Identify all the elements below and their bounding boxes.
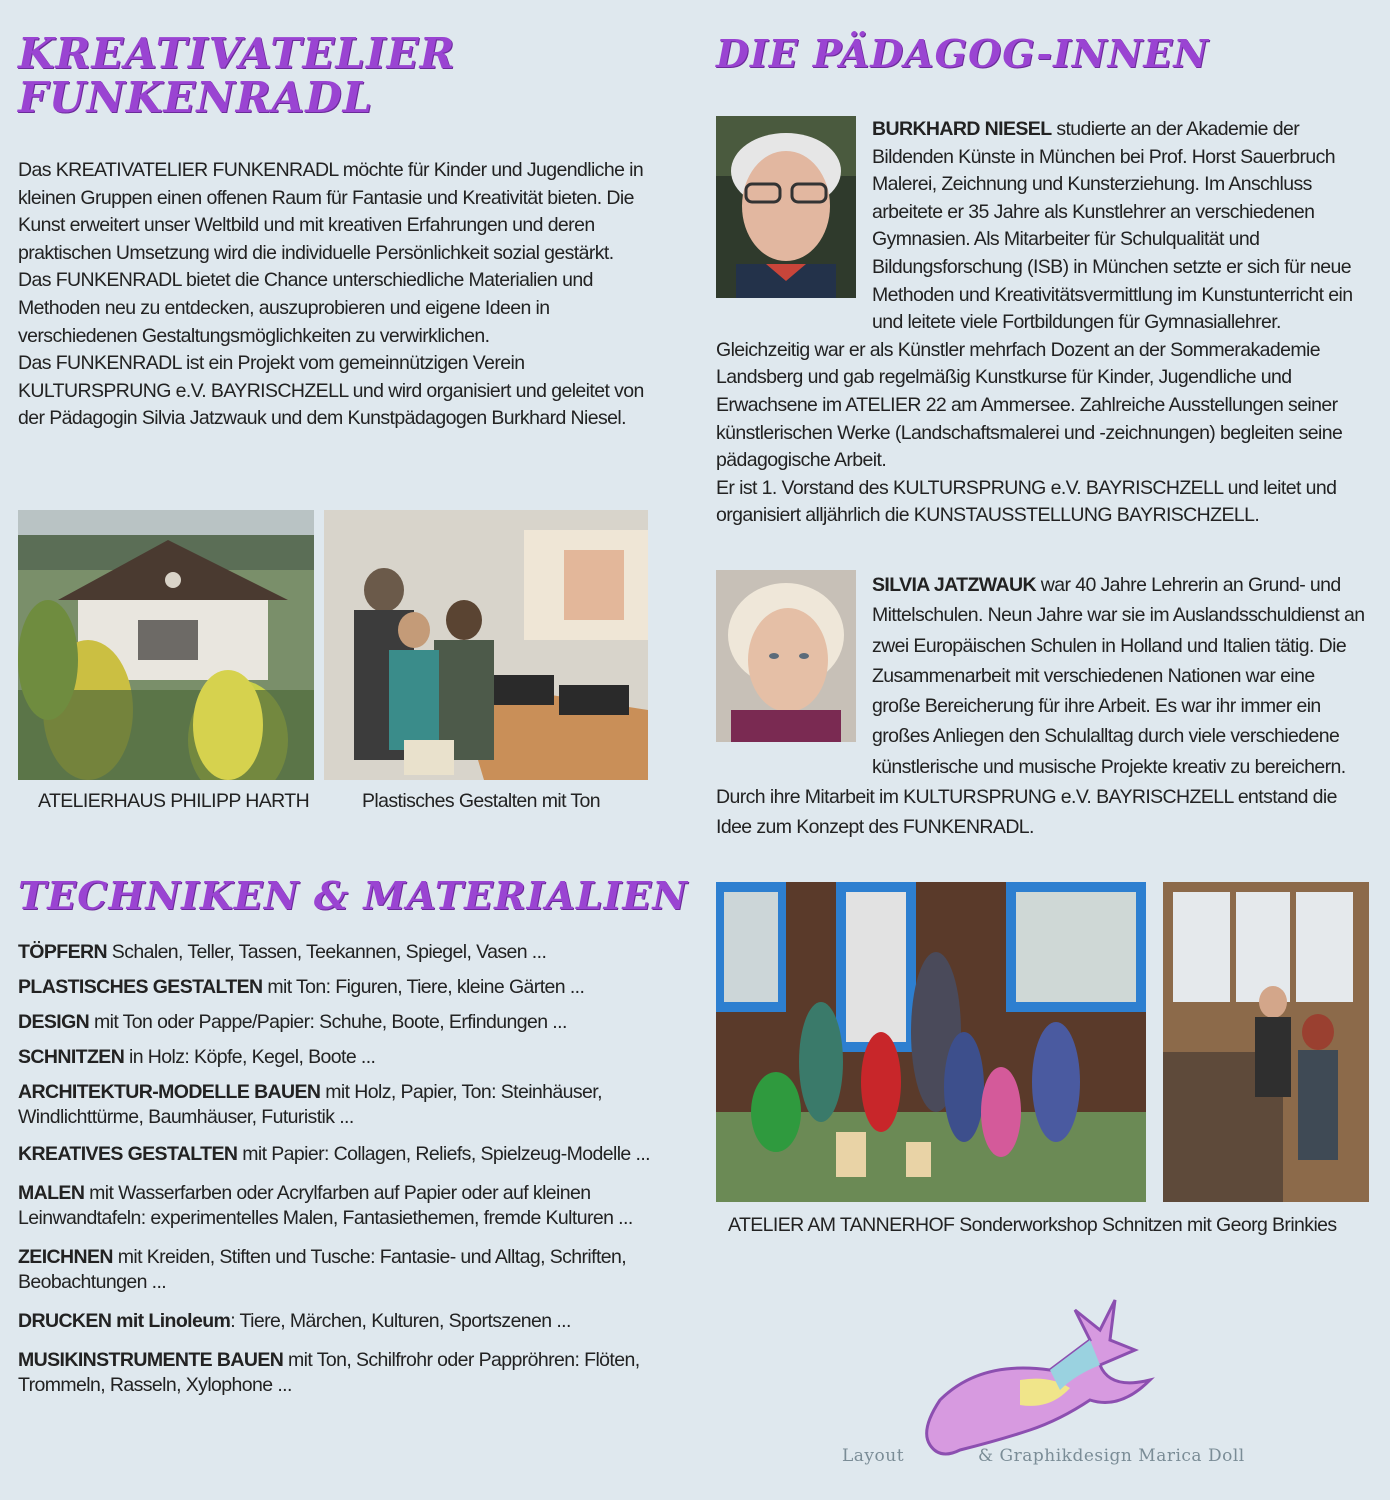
title-paedagog-innen: DIE PÄDAGOG-INNEN xyxy=(716,31,1210,76)
technique-description: mit Ton, Schilfrohr oder Pappröhren: Flöten, Trommeln, Rasseln, Xylophone ... xyxy=(18,1349,640,1396)
technique-description: : Tiere, Märchen, Kulturen, Sportszenen ... xyxy=(230,1310,571,1332)
technique-description: mit Ton: Figuren, Tiere, kleine Gärten ... xyxy=(262,976,585,998)
credit-layout: Layout xyxy=(842,1446,905,1466)
silvia-name: SILVIA JATZWAUK xyxy=(872,574,1036,596)
burkhard-name: BURKHARD NIESEL xyxy=(872,118,1052,140)
title-kreativatelier xyxy=(18,29,456,123)
technique-description: mit Holz, Papier, Ton: Steinhäuser, Windlichttürme, Baumhäuser, Futuristik ... xyxy=(18,1081,602,1128)
schnitzen-workshop-photo xyxy=(1163,882,1369,1202)
technique-name: PLASTISCHES GESTALTEN xyxy=(18,976,263,998)
intro-paragraph: Das FUNKENRADL bietet die Chance unterschiedliche Materialien und Methoden neu zu entdecken, auszuprobieren und eigene Ideen in verschiedenen Gestaltungsmöglichkeiten zu verwirklichen. xyxy=(18,269,593,347)
technique-description: mit Ton oder Pappe/Papier: Schuhe, Boote, Erfindungen ... xyxy=(89,1011,567,1033)
technique-item xyxy=(18,1309,678,1334)
deer-logo xyxy=(900,1270,1170,1470)
technique-description: Schalen, Teller, Tassen, Teekannen, Spiegel, Vasen ... xyxy=(106,941,547,963)
technique-item xyxy=(18,1010,678,1035)
technique-name: MUSIKINSTRUMENTE BAUEN xyxy=(18,1349,284,1371)
technique-item xyxy=(18,940,678,965)
intro-paragraph: Das KREATIVATELIER FUNKENRADL möchte für Kinder und Jugendliche in kleinen Gruppen einen offenen Raum für Fantasie und Kreativität bieten. Die Kunst erweitert unser Weltbild und mit kreativen Erfahrungen und deren praktischen Umsetzung wird die individuelle Persönlichkeit sozial gestärkt. xyxy=(18,159,644,264)
atelierhaus-photo xyxy=(18,510,314,780)
title-line-2: FUNKENRADL xyxy=(18,73,374,123)
technique-name: DRUCKEN mit Linoleum xyxy=(18,1310,231,1332)
silvia-section xyxy=(716,570,1366,843)
photo1-caption: ATELIERHAUS PHILIPP HARTH xyxy=(38,790,310,812)
technique-name: SCHNITZEN xyxy=(18,1046,125,1068)
intro-paragraph: Das FUNKENRADL ist ein Projekt vom gemeinnützigen Verein KULTURSPRUNG e.V. BAYRISCHZELL und wird organisiert und geleitet von der Pädagogin Silvia Jatzwauk und dem Kunstpädagogen Burkhard Niesel. xyxy=(18,352,644,430)
technique-description: mit Wasserfarben oder Acrylfarben auf Papier oder auf kleinen Leinwandtafeln: experimentelles Malen, Fantasiethemen, fremde Kulturen ... xyxy=(18,1182,633,1229)
technique-item xyxy=(18,1045,678,1070)
intro-text xyxy=(18,157,658,433)
technique-description: mit Papier: Collagen, Reliefs, Spielzeug-Modelle ... xyxy=(237,1143,650,1165)
plastisches-gestalten-photo xyxy=(324,510,648,780)
technique-name: DESIGN xyxy=(18,1011,90,1033)
title-line-1: KREATIVATELIER xyxy=(18,29,456,78)
credit-graphikdesign: & Graphikdesign Marica Doll xyxy=(978,1446,1245,1466)
techniques-title: TECHNIKEN & MATERIALIEN xyxy=(18,873,689,918)
techniques-list xyxy=(18,940,678,1398)
technique-item xyxy=(18,1080,678,1130)
burkhard-bio: studierte an der Akademie der Bildenden Künste in München bei Prof. Horst Sauerbruch Malerei, Zeichnung und Kunsterziehung. Im Anschluss arbeitete er 35 Jahre als Kunstlehrer an verschiedenen Gymnasien. Als Mitarbeiter für Schulqualität und Bildungsforschung (ISB) in München setzte er sich für neue Methoden und Kreativitätsvermittlung im Kunstunterricht ein und leitete viele Fortbildungen für Gymnasiallehrer. Gleichzeitig war er als Künstler mehrfach Dozent an der Sommerakademie Landsberg und gab regelmäßig Kunstkurse für Kinder, Jugendliche und Erwachsene im ATELIER 22 am Ammersee. Zahlreiche Ausstellungen seiner künstlerischen Werke (Landschaftsmalerei und -zeichnungen) begleiten seine pädagogische Arbeit. xyxy=(716,118,1353,472)
photo3-caption: ATELIER AM TANNERHOF Sonderworkshop Schnitzen mit Georg Brinkies xyxy=(728,1214,1337,1236)
technique-name: KREATIVES GESTALTEN xyxy=(18,1143,238,1165)
photo2-caption: Plastisches Gestalten mit Ton xyxy=(362,790,601,812)
technique-item xyxy=(18,1348,678,1398)
technique-name: ARCHITEKTUR-MODELLE BAUEN xyxy=(18,1081,321,1103)
technique-name: TÖPFERN xyxy=(18,941,107,963)
technique-name: MALEN xyxy=(18,1182,85,1204)
technique-description: in Holz: Köpfe, Kegel, Boote ... xyxy=(124,1046,376,1068)
burkhard-portrait xyxy=(716,116,856,307)
technique-item xyxy=(18,1142,678,1167)
technique-item xyxy=(18,1181,678,1231)
silvia-portrait xyxy=(716,570,856,751)
technique-item xyxy=(18,975,678,1000)
burkhard-bio-2: Er ist 1. Vorstand des KULTURSPRUNG e.V. BAYRISCHZELL und leitet und organisiert alljährlich die KUNSTAUSSTELLUNG BAYRISCHZELL. xyxy=(716,476,1337,527)
technique-name: ZEICHNEN xyxy=(18,1246,113,1268)
silvia-bio: war 40 Jahre Lehrerin an Grund- und Mittelschulen. Neun Jahre war sie im Auslandsschuldienst an zwei Europäischen Schulen in Holland und Italien tätig. Die Zusammenarbeit mit verschiedenen Nationen war eine große Bereicherung für ihre Arbeit. Es war ihr immer ein großes Anliegen den Schulalltag durch viele verschiedene künstlerische und musische Projekte kreativ zu bereichern. Durch ihre Mitarbeit im KULTURSPRUNG e.V. BAYRISCHZELL entstand die Idee zum Konzept des FUNKENRADL. xyxy=(716,574,1365,839)
tannerhof-group-photo xyxy=(716,882,1146,1202)
technique-item xyxy=(18,1245,678,1295)
technique-description: mit Kreiden, Stiften und Tusche: Fantasie- und Alltag, Schriften, Beobachtungen ... xyxy=(18,1246,627,1293)
burkhard-section xyxy=(716,116,1366,530)
